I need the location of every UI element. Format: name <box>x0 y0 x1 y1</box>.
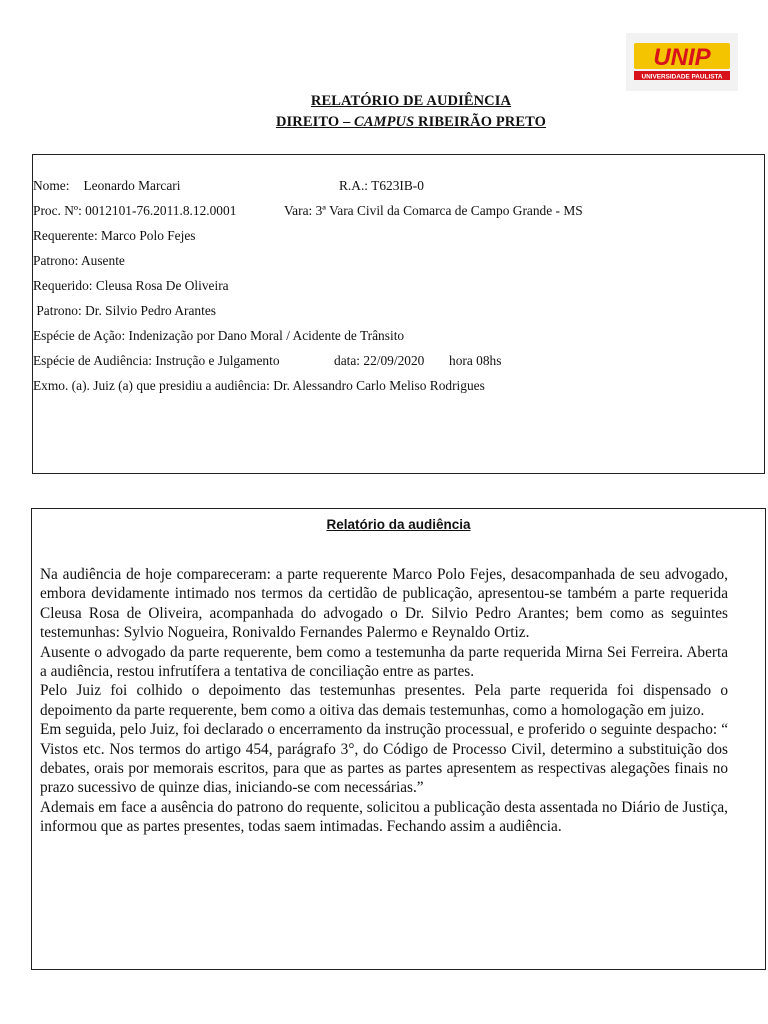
ra-value: T623IB-0 <box>371 178 424 193</box>
patrono-requerente-field: Patrono: Ausente <box>33 253 125 268</box>
logo-brand: UNIP <box>653 44 711 71</box>
nome-label: Nome: <box>33 178 70 193</box>
document-subtitle <box>0 114 768 131</box>
report-paragraph: Na audiência de hoje compareceram: a parte requerente Marco Polo Fejes, desacompanhada de seu advogado, embora devidamente intimado nos termos da certidão de publicação, apresentou-se também a parte requerida Cleusa Rosa de Oliveira, acompanhada do advogado o Dr. Silvio Pedro Arantes; bem como as seguintes testemunhas: Sylvio Nogueira, Ronivaldo Fernandes Palermo e Reynaldo Ortiz. <box>40 566 728 642</box>
processo-field: Proc. Nº: 0012101-76.2011.8.12.0001 <box>33 203 237 218</box>
report-title: Relatório da audiência <box>326 517 471 532</box>
report-paragraph: Ausente o advogado da parte requerente, bem como a testemunha da parte requerida Mirna Sei Ferreira. Aberta a audiência, restou infrutífera a tentativa de conciliação entre as partes. <box>40 643 728 681</box>
subtitle-prefix: DIREITO – <box>275 114 355 130</box>
juiz-field: Exmo. (a). Juiz (a) que presidiu a audiência: Dr. Alessandro Carlo Meliso Rodrigues <box>33 378 485 393</box>
vara-field: Vara: 3ª Vara Civil da Comarca de Campo Grande - MS <box>284 203 583 218</box>
report-paragraph: Em seguida, pelo Juiz, foi declarado o encerramento da instrução processual, e proferido o seguinte despacho: “ Vistos etc. Nos termos do artigo 454, parágrafo 3°, do Código de Processo Civil, determino a substituição dos debates, orais por memorais escritos, para que as partes as partes apresentem as respectivas alegações finais no prazo sucessivo de quinze dias, iniciando-se com necessárias.” <box>40 721 728 797</box>
title-line-1: RELATÓRIO DE AUDIÊNCIA <box>310 93 512 109</box>
data-field: data: 22/09/2020 <box>334 353 425 368</box>
report-body <box>40 565 728 837</box>
logo-tagline: UNIVERSIDADE PAULISTA <box>641 73 723 81</box>
especie-audiencia-field: Espécie de Audiência: Instrução e Julgamento <box>33 353 280 368</box>
nome-field <box>33 178 180 194</box>
report-paragraph: Ademais em face a ausência do patrono do requente, solicitou a publicação desta assentada no Diário de Justiça, informou que as partes presentes, todas saem intimadas. Fechando assim a audiência. <box>40 798 728 836</box>
especie-acao-field: Espécie de Ação: Indenização por Dano Moral / Acidente de Trânsito <box>33 328 405 343</box>
ra-field <box>339 178 424 194</box>
patrono-requerido-field: Patrono: Dr. Silvio Pedro Arantes <box>33 303 216 318</box>
unip-logo-graphic <box>626 33 738 91</box>
title-line-2 <box>276 114 546 130</box>
case-details-box <box>32 154 765 474</box>
hora-field: hora 08hs <box>449 353 502 368</box>
unip-logo <box>626 33 738 91</box>
requerido-field: Requerido: Cleusa Rosa De Oliveira <box>33 278 229 293</box>
nome-value: Leonardo Marcari <box>83 178 181 193</box>
report-box <box>31 508 766 970</box>
ra-label: R.A.: <box>339 178 369 193</box>
requerente-field: Requerente: Marco Polo Fejes <box>33 228 196 243</box>
subtitle-italic: CAMPUS <box>354 114 415 130</box>
report-paragraph: Pelo Juiz foi colhido o depoimento das testemunhas presentes. Pela parte requerida foi dispensado o depoimento da parte requerente, bem como a oitiva das demais testemunhas, como a homologação em juizo. <box>40 682 728 719</box>
document-title <box>0 93 768 110</box>
subtitle-suffix: RIBEIRÃO PRETO <box>414 114 547 130</box>
